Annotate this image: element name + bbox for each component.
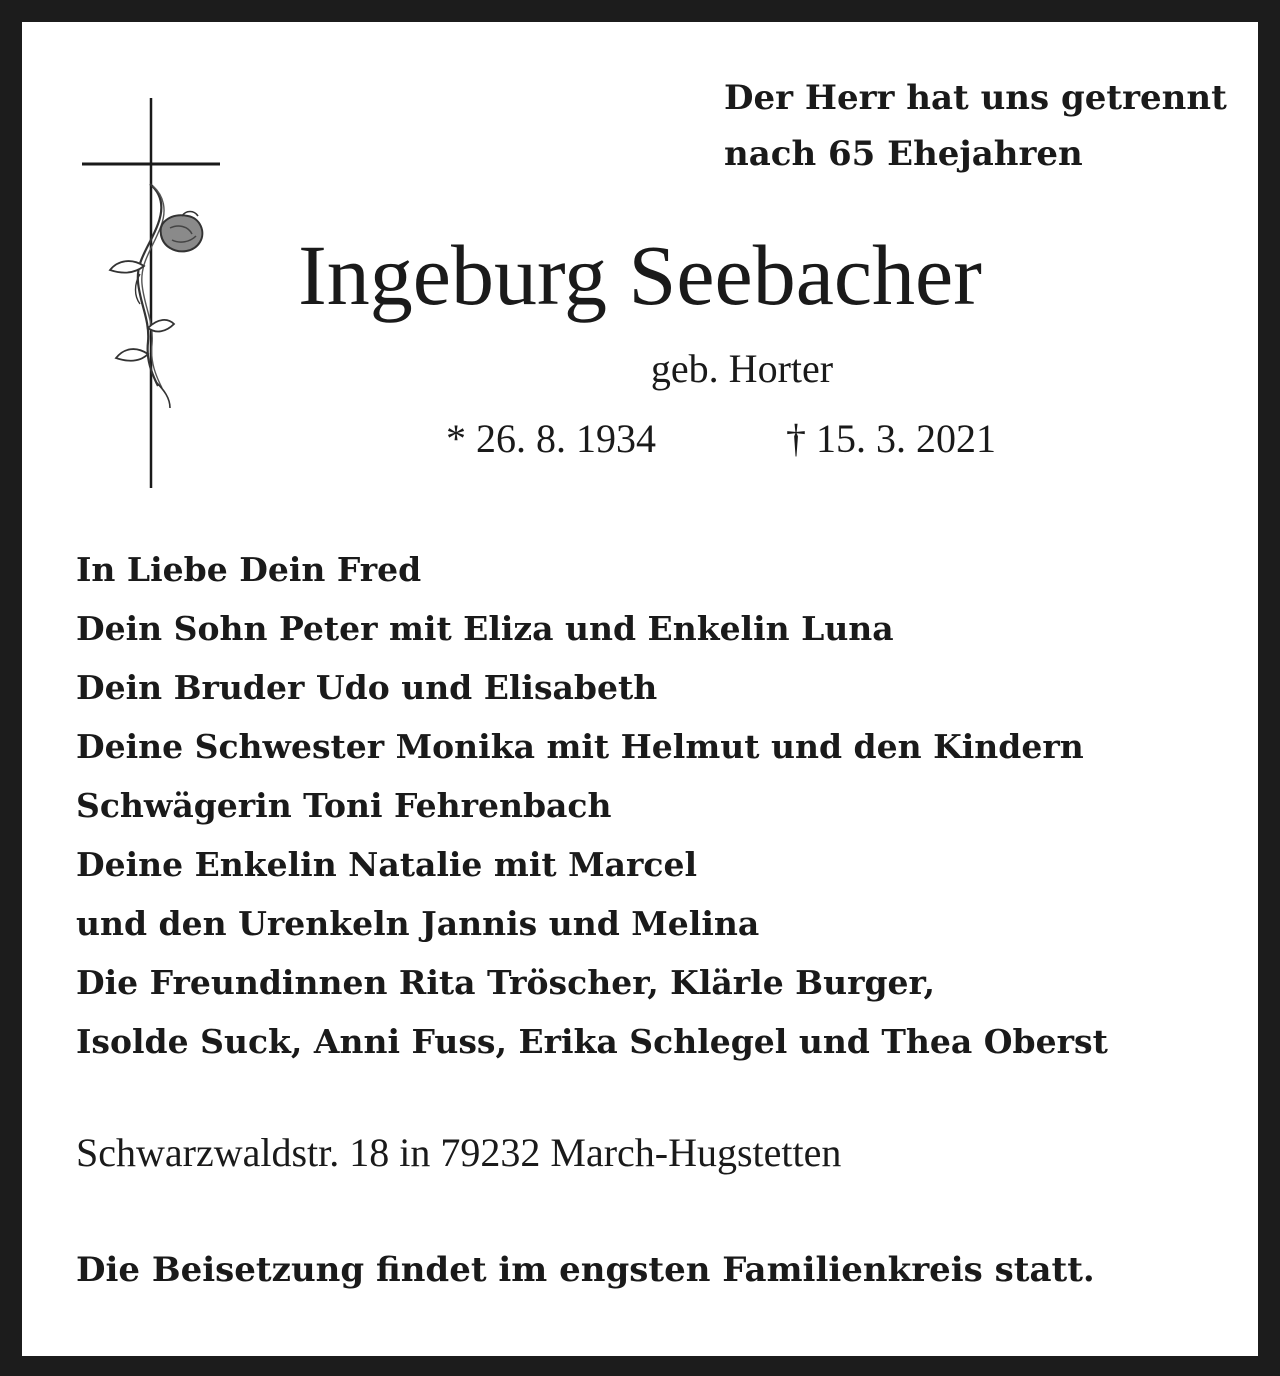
address: Schwarzwaldstr. 18 in 79232 March-Hugstetten xyxy=(76,1130,842,1175)
motto-line: Der Herr hat uns getrennt xyxy=(724,78,1227,118)
motto-line: nach 65 Ehejahren xyxy=(724,134,1083,174)
maiden-name: geb. Horter xyxy=(650,346,834,391)
mourner-line: Deine Schwester Monika mit Helmut und den Kindern xyxy=(76,727,1084,766)
mourner-line: Schwägerin Toni Fehrenbach xyxy=(76,786,612,825)
mourner-line: In Liebe Dein Fred xyxy=(76,550,422,589)
mourner-line: Deine Enkelin Natalie mit Marcel xyxy=(76,845,698,884)
obituary-card xyxy=(22,22,1258,1356)
mourner-line: Dein Sohn Peter mit Eliza und Enkelin Luna xyxy=(76,609,894,648)
mourner-line: Die Freundinnen Rita Tröscher, Klärle Burger, xyxy=(76,963,935,1002)
deceased-name-text: Ingeburg Seebacher xyxy=(298,227,982,323)
death-date: † 15. 3. 2021 xyxy=(786,416,996,461)
motto xyxy=(724,70,1227,182)
mourner-line: Dein Bruder Udo und Elisabeth xyxy=(76,668,658,707)
funeral-note: Die Beisetzung findet im engsten Familienkreis statt. xyxy=(76,1250,1095,1290)
mourners-list xyxy=(76,540,1108,1071)
mourner-line: Isolde Suck, Anni Fuss, Erika Schlegel und Thea Oberst xyxy=(76,1022,1108,1061)
birth-date: * 26. 8. 1934 xyxy=(446,416,656,461)
mourner-line: und den Urenkeln Jannis und Melina xyxy=(76,904,760,943)
deceased-name xyxy=(22,220,1258,330)
